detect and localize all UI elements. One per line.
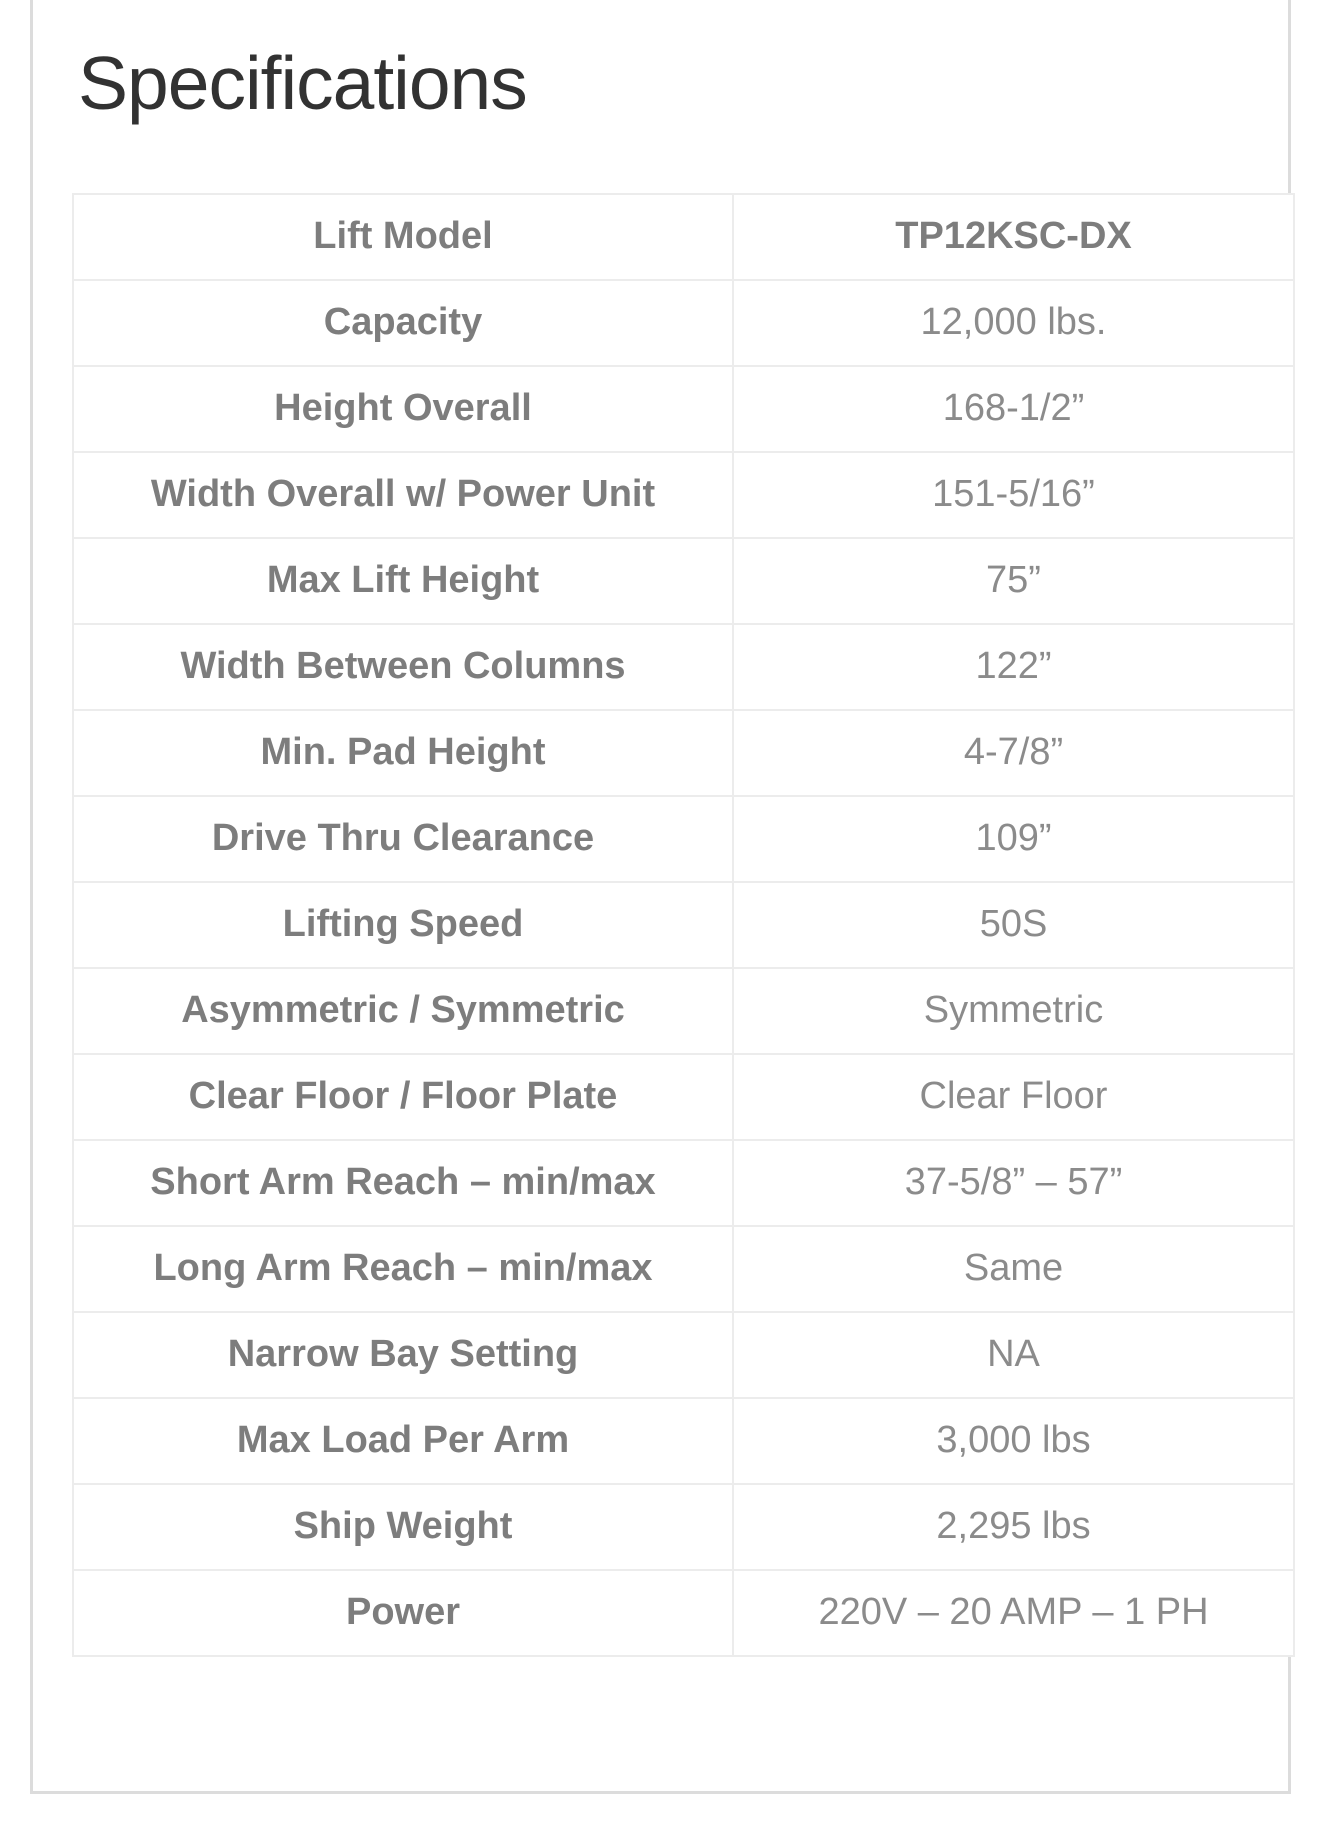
- spec-label-cell: Height Overall: [73, 366, 733, 452]
- spec-label-cell: Asymmetric / Symmetric: [73, 968, 733, 1054]
- table-row: [73, 968, 1294, 1054]
- spec-value-cell: 122”: [733, 624, 1294, 710]
- spec-value-cell: 109”: [733, 796, 1294, 882]
- table-row: [73, 624, 1294, 710]
- spec-label-cell: Narrow Bay Setting: [73, 1312, 733, 1398]
- table-row: [73, 452, 1294, 538]
- table-row: [73, 1484, 1294, 1570]
- spec-value-cell: Symmetric: [733, 968, 1294, 1054]
- spec-label-cell: Lift Model: [73, 194, 733, 280]
- table-row: [73, 1054, 1294, 1140]
- table-row: [73, 1570, 1294, 1656]
- spec-label-cell: Max Load Per Arm: [73, 1398, 733, 1484]
- spec-label-cell: Max Lift Height: [73, 538, 733, 624]
- spec-value-cell: 220V – 20 AMP – 1 PH: [733, 1570, 1294, 1656]
- spec-label-cell: Ship Weight: [73, 1484, 733, 1570]
- spec-label-cell: Clear Floor / Floor Plate: [73, 1054, 733, 1140]
- page-title: Specifications: [78, 41, 527, 125]
- spec-label-cell: Width Overall w/ Power Unit: [73, 452, 733, 538]
- table-row: [73, 710, 1294, 796]
- spec-value-cell: 168-1/2”: [733, 366, 1294, 452]
- table-row: [73, 1312, 1294, 1398]
- spec-value-cell: 151-5/16”: [733, 452, 1294, 538]
- table-row: [73, 194, 1294, 280]
- table-row: [73, 538, 1294, 624]
- spec-label-cell: Short Arm Reach – min/max: [73, 1140, 733, 1226]
- specifications-table: [72, 193, 1295, 1657]
- spec-value-cell: 12,000 lbs.: [733, 280, 1294, 366]
- spec-label-cell: Capacity: [73, 280, 733, 366]
- table-row: [73, 796, 1294, 882]
- spec-value-cell: 3,000 lbs: [733, 1398, 1294, 1484]
- spec-label-cell: Long Arm Reach – min/max: [73, 1226, 733, 1312]
- spec-label-cell: Lifting Speed: [73, 882, 733, 968]
- table-row: [73, 882, 1294, 968]
- spec-value-cell: 2,295 lbs: [733, 1484, 1294, 1570]
- spec-label-cell: Min. Pad Height: [73, 710, 733, 796]
- spec-value-cell: 50S: [733, 882, 1294, 968]
- table-row: [73, 1140, 1294, 1226]
- spec-value-cell: TP12KSC-DX: [733, 194, 1294, 280]
- spec-label-cell: Width Between Columns: [73, 624, 733, 710]
- spec-value-cell: 37-5/8” – 57”: [733, 1140, 1294, 1226]
- table-row: [73, 1226, 1294, 1312]
- spec-table-body: [73, 194, 1294, 1656]
- table-row: [73, 366, 1294, 452]
- spec-label-cell: Drive Thru Clearance: [73, 796, 733, 882]
- spec-label-cell: Power: [73, 1570, 733, 1656]
- spec-value-cell: Same: [733, 1226, 1294, 1312]
- spec-value-cell: NA: [733, 1312, 1294, 1398]
- spec-value-cell: 75”: [733, 538, 1294, 624]
- table-row: [73, 280, 1294, 366]
- spec-value-cell: Clear Floor: [733, 1054, 1294, 1140]
- content-card: [30, 0, 1291, 1794]
- table-row: [73, 1398, 1294, 1484]
- spec-value-cell: 4-7/8”: [733, 710, 1294, 796]
